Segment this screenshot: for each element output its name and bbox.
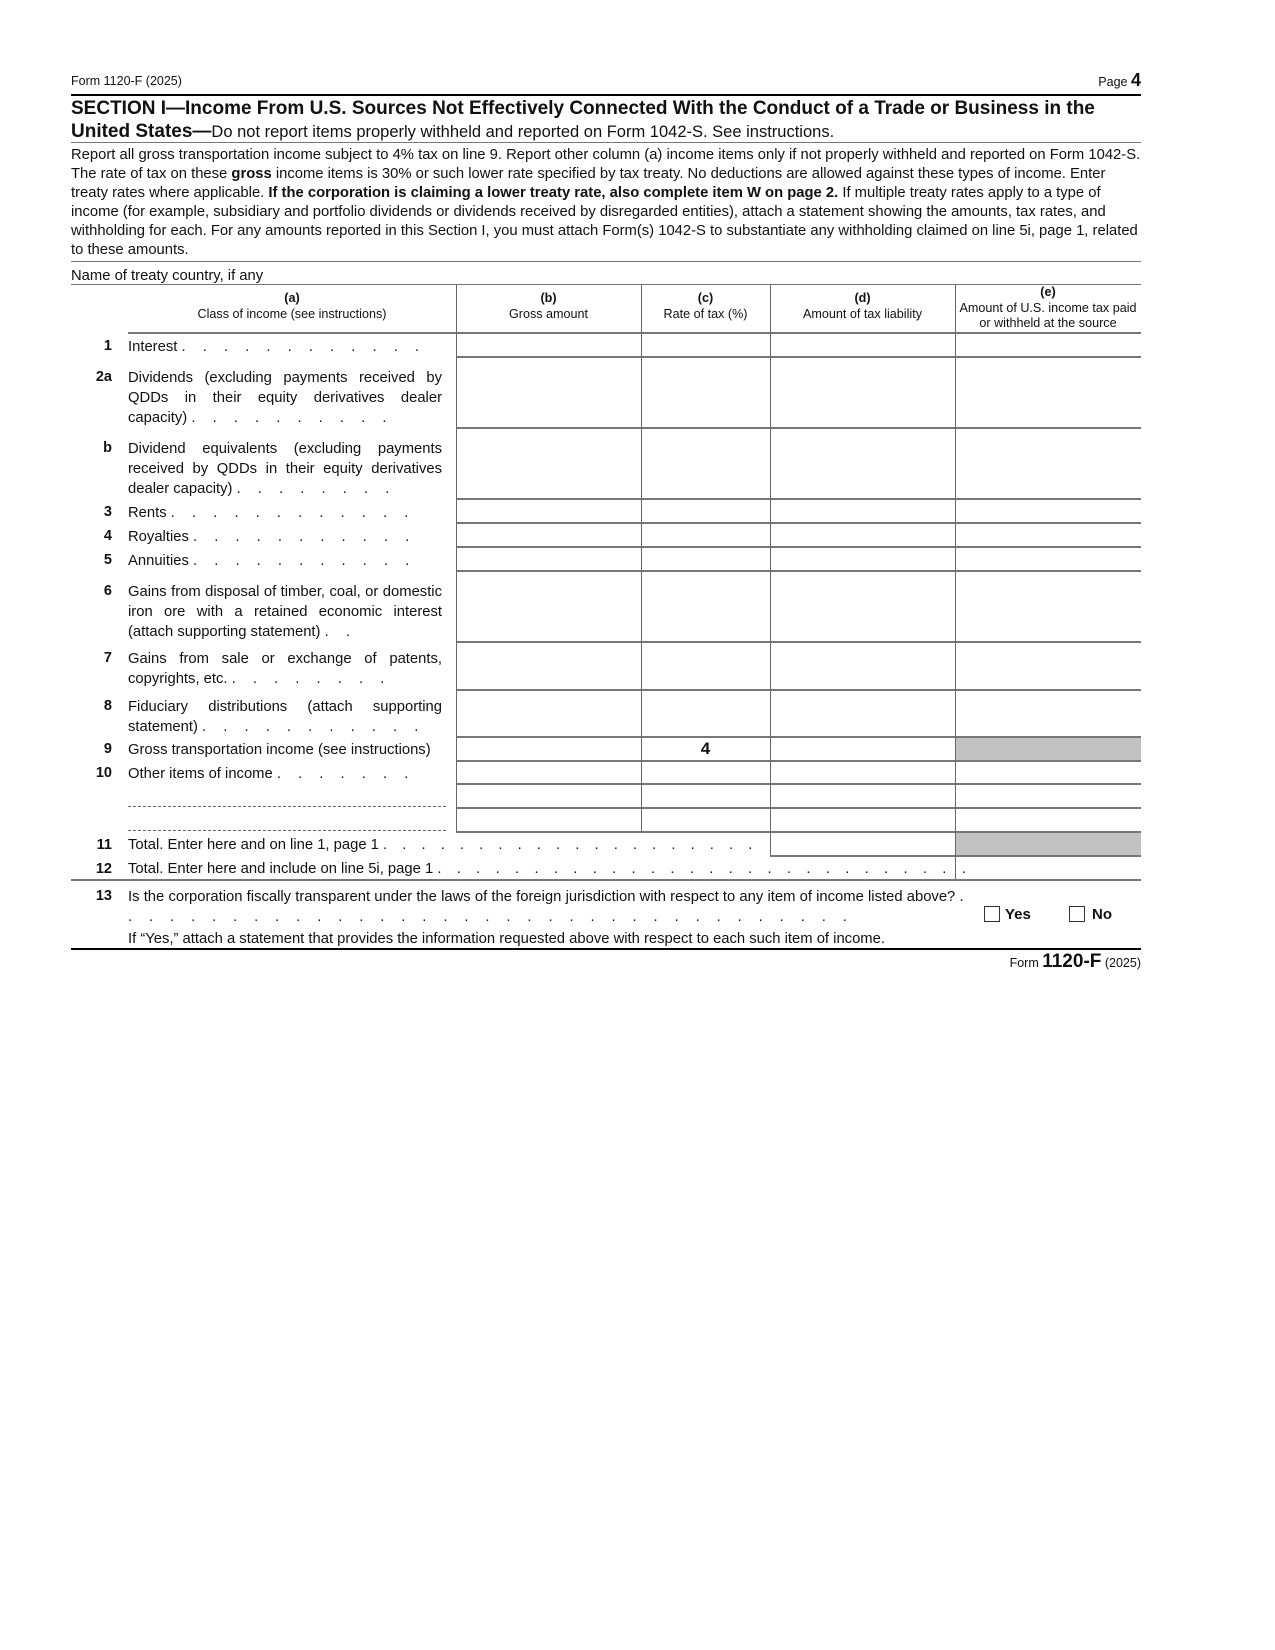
line-11-text: Total. Enter here and on line 1, page 1	[128, 837, 379, 853]
column-divider-d	[770, 285, 771, 856]
leader-dots: . . . . . . . .	[236, 481, 396, 497]
cell-other-income-1-b[interactable]	[457, 785, 641, 807]
column-header-c	[641, 290, 770, 322]
cell-line-6-c[interactable]	[642, 572, 770, 641]
line-13-text: Is the corporation fiscally transparent under the laws of the foreign jurisdiction with respect to any item of income listed above?	[128, 889, 956, 905]
line-text: Annuities	[128, 553, 189, 569]
cell-line-1-c[interactable]	[642, 334, 770, 356]
cell-line-2a-d[interactable]	[771, 358, 955, 427]
yes-checkbox[interactable]	[984, 906, 1000, 922]
intro-rule	[71, 261, 1141, 262]
leader-dots: . . . . . . . . . . .	[193, 553, 416, 569]
column-letter: (d)	[854, 291, 871, 305]
section-title-bold: SECTION I—Income From U.S. Sources Not Effectively Connected With the Conduct of a Trade or Business in the United States—	[71, 98, 1095, 142]
line-text: Royalties	[128, 529, 189, 545]
column-header-e	[955, 285, 1141, 332]
line-label	[128, 764, 442, 784]
section-title-note: Do not report items properly withheld and reported on Form 1042-S. See instructions.	[211, 123, 835, 141]
leader-dots: . . . . . . . . . . .	[192, 529, 416, 545]
line-number: 11	[96, 837, 112, 853]
section-title	[71, 97, 1146, 144]
cell-other-income-2-b[interactable]	[457, 809, 641, 831]
page-label: Page	[1098, 75, 1128, 89]
column-divider-e	[955, 285, 956, 880]
cell-line-7-e[interactable]	[956, 643, 1141, 689]
line-label	[128, 337, 442, 357]
cell-line-5-c[interactable]	[642, 548, 770, 570]
cell-line-12-e[interactable]	[956, 857, 1141, 879]
cell-line-3-c[interactable]	[642, 500, 770, 522]
cell-line-6-d[interactable]	[771, 572, 955, 641]
leader-dots: . . . . . . . . . . . . . . . . . . . .	[383, 837, 758, 853]
cell-line-7-c[interactable]	[642, 643, 770, 689]
form-bottom-rule	[71, 948, 1141, 950]
line-text: Gross transportation income (see instructions)	[128, 742, 431, 758]
cell-line-2a-e[interactable]	[956, 358, 1141, 427]
line-9-rate-value: 4	[700, 739, 711, 758]
column-label: Gross amount	[508, 307, 589, 321]
cell-line-5-e[interactable]	[956, 548, 1141, 570]
section-rule	[71, 142, 1141, 143]
line-label	[128, 439, 442, 499]
cell-line-10-b[interactable]	[457, 762, 641, 783]
cell-line-9-d[interactable]	[771, 738, 955, 760]
cell-line-2a-b[interactable]	[457, 358, 641, 427]
cell-other-income-1-c[interactable]	[642, 785, 770, 807]
yes-label: Yes	[1005, 906, 1031, 923]
line-label	[128, 649, 442, 689]
leader-dots: . . . . . . . . . . . . . . . . . . . . . . . . . . . . . . . . . . . .	[128, 889, 970, 925]
shaded-cell-line-9-e	[956, 738, 1141, 760]
line-text: Dividend equivalents (excluding payments received by QDDs in their equity derivatives dealer capacity)	[128, 441, 442, 497]
cell-other-income-2-e[interactable]	[956, 809, 1141, 831]
line-number: 8	[103, 698, 112, 714]
column-label: Class of income (see instructions)	[197, 307, 387, 321]
line-text: Fiduciary distributions (attach supporting statement)	[128, 699, 442, 735]
cell-line-8-c[interactable]	[642, 691, 770, 736]
page-indicator	[1098, 70, 1141, 91]
cell-line-1-e[interactable]	[956, 334, 1141, 356]
header-rule	[71, 94, 1141, 96]
leader-dots: . . . . . . . . . . . . . . . . . . . . . . . . . . . .	[437, 861, 972, 877]
leader-dots: . . . . . . .	[276, 766, 415, 782]
line-text: Dividends (excluding payments received by QDDs in their equity derivatives dealer capacity)	[128, 370, 442, 426]
cell-other-income-1-d[interactable]	[771, 785, 955, 807]
form-footer	[1010, 951, 1141, 973]
line-number: 12	[95, 861, 112, 877]
no-label: No	[1092, 906, 1112, 923]
line-label	[128, 368, 442, 428]
treaty-country-label: Name of treaty country, if any	[71, 268, 264, 284]
cell-line-b-b[interactable]	[457, 429, 641, 498]
line-13-note: If “Yes,” attach a statement that provides the information requested above with respect to each such item of income.	[128, 931, 885, 947]
other-income-entry-line-2[interactable]	[128, 830, 446, 831]
line-number: 5	[103, 552, 112, 568]
cell-line-5-b[interactable]	[457, 548, 641, 570]
column-letter: (c)	[697, 291, 714, 305]
line-text: Gains from disposal of timber, coal, or domestic iron ore with a retained economic interest (attach supporting statement)	[128, 584, 442, 640]
leader-dots: . .	[324, 624, 357, 640]
cell-line-7-d[interactable]	[771, 643, 955, 689]
leader-dots: . . . . . . . . . . . .	[181, 339, 426, 355]
cell-line-b-c[interactable]	[642, 429, 770, 498]
cell-line-1-b[interactable]	[457, 334, 641, 356]
line-12-label	[128, 861, 971, 877]
line-label	[128, 697, 442, 737]
instructions-paragraph	[71, 146, 1143, 260]
form-header-name: Form 1120-F (2025)	[71, 74, 182, 88]
line-number: 9	[103, 741, 112, 757]
column-letter: (b)	[540, 291, 557, 305]
cell-line-6-b[interactable]	[457, 572, 641, 641]
cell-line-8-d[interactable]	[771, 691, 955, 736]
cell-line-10-e[interactable]	[956, 762, 1141, 783]
line-text: Interest	[128, 339, 178, 355]
intro-text: Report all gross transportation income subject to 4% tax on line 9. Report other column (a) income items only if not properly withheld and reported on Form 1042-S. The rate of tax on these	[71, 147, 1141, 182]
cell-other-income-2-c[interactable]	[642, 809, 770, 831]
intro-text: income items is 30% or such lower rate specified by tax treaty. No deductions are allowed against these types of income. Enter treaty rates where applicable.	[71, 166, 1106, 201]
cell-line-3-d[interactable]	[771, 500, 955, 522]
page-number: 4	[1130, 70, 1141, 90]
column-letter: (a)	[284, 291, 300, 305]
line-label	[128, 503, 442, 523]
cell-line-4-e[interactable]	[956, 524, 1141, 546]
cell-line-6-e[interactable]	[956, 572, 1141, 641]
cell-line-10-d[interactable]	[771, 762, 955, 783]
line-13-question	[128, 887, 970, 927]
line-number: 1	[103, 338, 112, 354]
line-number: 13	[95, 888, 112, 904]
line-text: Other items of income	[128, 766, 273, 782]
cell-other-income-1-e[interactable]	[956, 785, 1141, 807]
line-number: 2a	[95, 369, 112, 385]
other-income-entry-line-1[interactable]	[128, 806, 446, 807]
cell-line-11-d[interactable]	[771, 833, 955, 855]
line-text: Rents	[128, 505, 167, 521]
totals-bottom-rule	[71, 879, 1141, 881]
cell-line-4-d[interactable]	[771, 524, 955, 546]
line-number: 4	[103, 528, 112, 544]
no-checkbox[interactable]	[1069, 906, 1085, 922]
intro-text: If multiple treaty rates apply to a type of income (for example, subsidiary and portfolio dividends or dividends received by disregarded entities), attach a statement showing the amounts, tax rates, and withholding for each. For any amounts reported in this Section I, you must attach Form(s) 1042-S to substantiate any withholding claimed on line 5i, page 1, related to these amounts.	[71, 185, 1138, 258]
cell-line-4-b[interactable]	[457, 524, 641, 546]
shaded-cell-line-11-e	[956, 833, 1141, 855]
cell-line-b-d[interactable]	[771, 429, 955, 498]
line-11-label	[128, 837, 758, 853]
footer-prefix: Form	[1009, 956, 1039, 970]
cell-line-b-e[interactable]	[956, 429, 1141, 498]
leader-dots: . . . . . . . . . . .	[202, 719, 425, 735]
column-letter: (e)	[1040, 285, 1056, 299]
cell-line-3-e[interactable]	[956, 500, 1141, 522]
cell-line-3-b[interactable]	[457, 500, 641, 522]
cell-line-8-e[interactable]	[956, 691, 1141, 736]
line-text: Gains from sale or exchange of patents, copyrights, etc.	[128, 651, 442, 687]
cell-line-4-c[interactable]	[642, 524, 770, 546]
footer-year: (2025)	[1104, 956, 1141, 970]
column-header-b	[456, 290, 641, 322]
line-label	[128, 740, 442, 760]
cell-line-8-b[interactable]	[457, 691, 641, 736]
column-label: Rate of tax (%)	[663, 307, 748, 321]
leader-dots: . . . . . . . . . . . .	[170, 505, 415, 521]
column-header-d	[770, 290, 955, 322]
line-number: 7	[103, 650, 112, 666]
line-label	[128, 551, 442, 571]
line-number: 6	[103, 583, 112, 599]
intro-bold-gross: gross	[231, 166, 272, 182]
line-number: 3	[103, 504, 112, 520]
line-number: 10	[95, 765, 112, 781]
line-label	[128, 582, 442, 642]
column-divider-b	[456, 285, 457, 832]
cell-line-2a-c[interactable]	[642, 358, 770, 427]
leader-dots: . . . . . . . . . .	[191, 410, 393, 426]
column-header-a	[128, 290, 456, 322]
treaty-country-input[interactable]	[285, 266, 1141, 284]
column-label: Amount of tax liability	[803, 307, 922, 321]
footer-form-number: 1120-F	[1042, 951, 1102, 972]
intro-bold-treaty: If the corporation is claiming a lower treaty rate, also complete item W on page 2.	[268, 185, 839, 201]
line-12-text: Total. Enter here and include on line 5i, page 1	[128, 861, 434, 877]
line-number: b	[103, 440, 112, 456]
cell-line-10-c[interactable]	[642, 762, 770, 783]
cell-line-9-b[interactable]	[457, 738, 641, 760]
line-label	[128, 527, 442, 547]
leader-dots: . . . . . . . .	[231, 671, 391, 687]
cell-line-7-b[interactable]	[457, 643, 641, 689]
cell-line-5-d[interactable]	[771, 548, 955, 570]
cell-line-1-d[interactable]	[771, 334, 955, 356]
cell-other-income-2-d[interactable]	[771, 809, 955, 831]
column-label: Amount of U.S. income tax paid or withheld at the source	[959, 300, 1137, 330]
